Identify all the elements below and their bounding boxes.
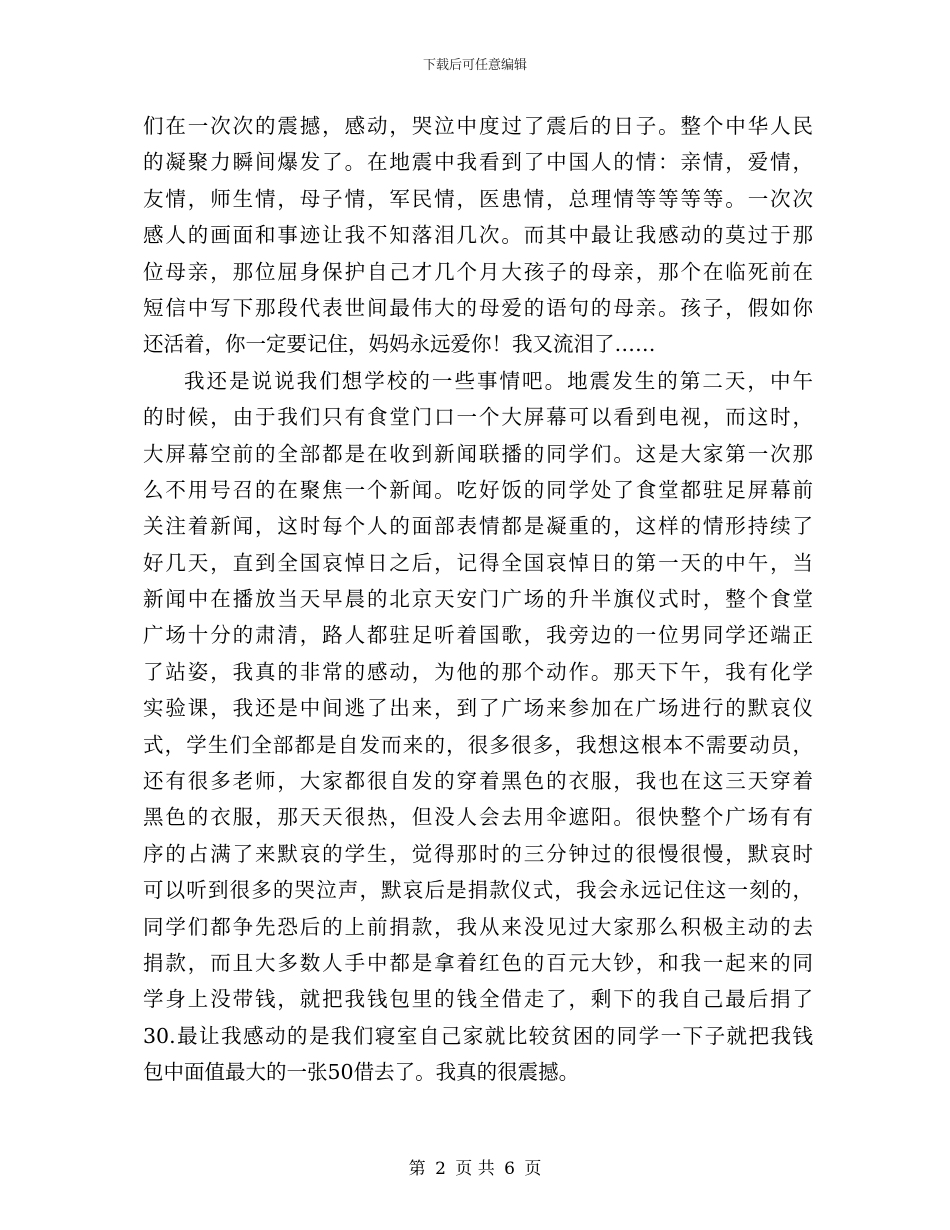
text-line: 还活着，你一定要记住，妈妈永远爱你！我又流泪了……: [143, 332, 656, 357]
text-line: 序的占满了来默哀的学生，觉得那时的三分钟过的很慢很慢，默哀时: [143, 841, 813, 866]
page-header: 下载后可任意编辑: [422, 58, 527, 73]
text-line: 友情，师生情，母子情，军民情，医患情，总理情等等等等。一次次: [143, 186, 813, 211]
text-line: 还有很多老师，大家都很自发的穿着黑色的衣服，我也在这三天穿着: [143, 769, 813, 794]
text-line: 学身上没带钱，就把我钱包里的钱全借走了，剩下的我自己最后捐了: [143, 987, 813, 1012]
paragraph: [143, 363, 813, 1091]
text-line: 黑色的衣服，那天天很热，但没人会去用伞遮阳。很快整个广场有有: [143, 805, 813, 830]
text-line: 大屏幕空前的全部都是在收到新闻联播的同学们。这是大家第一次那: [143, 441, 813, 466]
text-line: 么不用号召的在聚焦一个新闻。吃好饭的同学处了食堂都驻足屏幕前: [143, 477, 813, 502]
text-line: 了站姿，我真的非常的感动，为他的那个动作。那天下午，我有化学: [143, 659, 813, 684]
paragraph: [143, 108, 813, 363]
text-line: 实验课，我还是中间逃了出来，到了广场来参加在广场进行的默哀仪: [143, 696, 813, 721]
text-line: 新闻中在播放当天早晨的北京天安门广场的升半旗仪式时，整个食堂: [143, 587, 813, 612]
document-body: [143, 108, 813, 1091]
text-line: 位母亲，那位屈身保护自己才几个月大孩子的母亲，那个在临死前在: [143, 259, 813, 284]
text-line: 包中面值最大的一张50借去了。我真的很震撼。: [143, 1060, 580, 1085]
page-number: 2: [435, 1159, 446, 1179]
footer-middle: 页 共: [455, 1159, 495, 1179]
text-line: 短信中写下那段代表世间最伟大的母爱的语句的母亲。孩子，假如你: [143, 295, 813, 320]
total-pages: 6: [504, 1159, 515, 1179]
text-line: 关注着新闻，这时每个人的面部表情都是凝重的，这样的情形持续了: [143, 514, 813, 539]
footer-prefix: 第: [408, 1159, 426, 1179]
text-line: 式，学生们全部都是自发而来的，很多很多，我想这根本不需要动员，: [143, 732, 813, 757]
text-line: 可以听到很多的哭泣声，默哀后是捐款仪式，我会永远记住这一刻的，: [143, 878, 813, 903]
text-line: 感人的画面和事迹让我不知落泪几次。而其中最让我感动的莫过于那: [143, 223, 813, 248]
footer-suffix: 页: [524, 1159, 542, 1179]
text-line: 广场十分的肃清，路人都驻足听着国歌，我旁边的一位男同学还端正: [143, 623, 813, 648]
text-line: 的时候，由于我们只有食堂门口一个大屏幕可以看到电视，而这时，: [143, 405, 813, 430]
text-line: 我还是说说我们想学校的一些事情吧。地震发生的第二天，中午: [184, 368, 813, 393]
text-line: 好几天，直到全国哀悼日之后，记得全国哀悼日的第一天的中午，当: [143, 550, 813, 575]
text-line: 的凝聚力瞬间爆发了。在地震中我看到了中国人的情：亲情，爱情，: [143, 150, 813, 175]
page-footer: [0, 1154, 950, 1179]
text-line: 捐款，而且大多数人手中都是拿着红色的百元大钞，和我一起来的同: [143, 950, 813, 975]
text-line: 30.最让我感动的是我们寝室自己家就比较贫困的同学一下子就把我钱: [143, 1023, 813, 1048]
text-line: 同学们都争先恐后的上前捐款，我从来没见过大家那么积极主动的去: [143, 914, 813, 939]
text-line: 们在一次次的震撼，感动，哭泣中度过了震后的日子。整个中华人民: [143, 114, 813, 138]
